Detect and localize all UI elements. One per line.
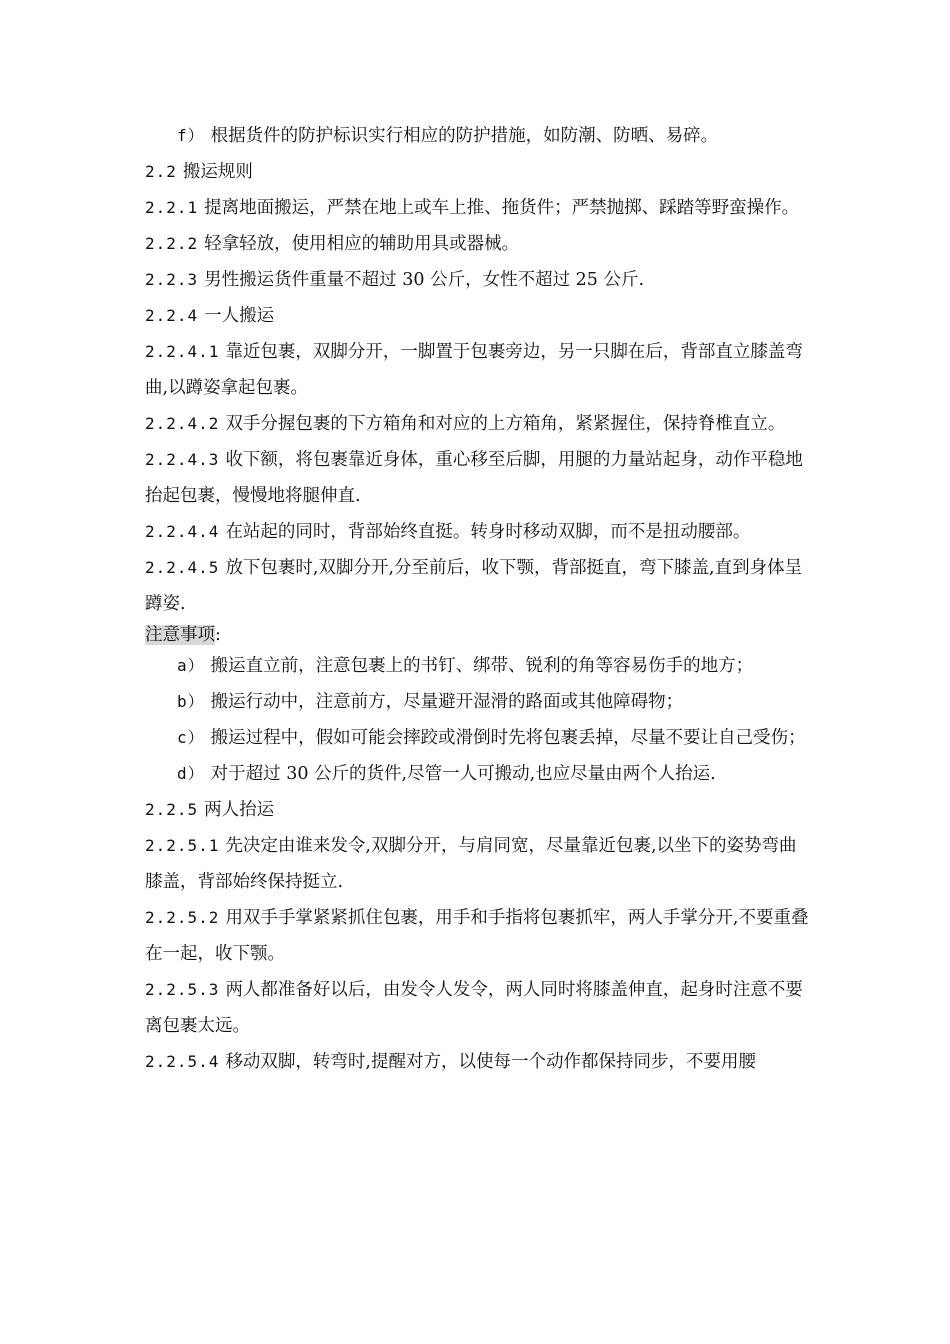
clause-number: 2.2.4.3 <box>145 450 220 469</box>
clause-2-2-5-2 <box>145 900 810 972</box>
clause-2-2-3 <box>145 262 810 298</box>
clause-number: 2.2.1 <box>145 198 199 217</box>
section-number: 2.2 <box>145 162 177 181</box>
clause-2-2-5-3 <box>145 972 810 1044</box>
clause-2-2-4-3 <box>145 442 810 514</box>
clause-2-2-4-1 <box>145 334 810 406</box>
clause-2-2-5 <box>145 792 810 828</box>
item-prefix: f） <box>177 126 205 145</box>
notice-heading <box>145 622 810 648</box>
document-body <box>145 118 810 1080</box>
notice-text: 对于超过 30 公斤的货件,尽管一人可搬动,也应尽量由两个人抬运. <box>210 764 716 784</box>
clause-number: 2.2.4.5 <box>145 558 220 577</box>
notice-item-a <box>145 648 810 684</box>
clause-number: 2.2.4.2 <box>145 414 220 433</box>
clause-number: 2.2.4 <box>145 306 199 325</box>
notice-colon: : <box>215 625 221 645</box>
clause-text: 放下包裹时,双脚分开,分至前后，收下颚，背部挺直，弯下膝盖,直到身体呈蹲姿. <box>145 558 803 614</box>
notice-prefix: a） <box>177 656 205 675</box>
notice-item-d <box>145 756 810 792</box>
clause-text: 用双手手掌紧紧抓住包裹，用手和手指将包裹抓牢，两人手掌分开,不要重叠在一起，收下颚。 <box>145 908 809 964</box>
notice-text: 搬运行动中，注意前方，尽量避开湿滑的路面或其他障碍物； <box>210 692 684 712</box>
clause-number: 2.2.5.2 <box>145 908 220 927</box>
clause-text: 收下额，将包裹靠近身体，重心移至后脚，用腿的力量站起身，动作平稳地抬起包裹，慢慢地将腿伸直. <box>145 450 803 506</box>
notice-item-b <box>145 684 810 720</box>
clause-2-2-4-4 <box>145 514 810 550</box>
clause-text: 提离地面搬运，严禁在地上或车上推、拖货件；严禁抛掷、踩踏等野蛮操作。 <box>204 198 800 218</box>
clause-2-2-4-5 <box>145 550 810 622</box>
clause-text: 两人抬运 <box>204 800 275 820</box>
clause-text: 两人都准备好以后，由发令人发令，两人同时将膝盖伸直，起身时注意不要离包裹太远。 <box>145 980 803 1036</box>
section-heading-2-2 <box>145 154 810 190</box>
clause-number: 2.2.4.1 <box>145 342 220 361</box>
notice-prefix: b） <box>177 692 205 711</box>
clause-number: 2.2.5 <box>145 800 199 819</box>
clause-text: 在站起的同时，背部始终直挺。转身时移动双脚，而不是扭动腰部。 <box>225 522 751 542</box>
clause-text: 先决定由谁来发令,双脚分开，与肩同宽，尽量靠近包裹,以坐下的姿势弯曲膝盖，背部始终保持挺立. <box>145 836 797 892</box>
clause-text: 一人搬运 <box>204 306 275 326</box>
clause-number: 2.2.5.1 <box>145 836 220 855</box>
clause-text: 轻拿轻放，使用相应的辅助用具或器械。 <box>204 234 520 254</box>
clause-2-2-4 <box>145 298 810 334</box>
notice-item-c <box>145 720 810 756</box>
clause-number: 2.2.3 <box>145 270 199 289</box>
section-title: 搬运规则 <box>182 162 253 182</box>
clause-number: 2.2.5.3 <box>145 980 220 999</box>
clause-2-2-2 <box>145 226 810 262</box>
item-text: 根据货件的防护标识实行相应的防护措施，如防潮、防晒、易碎。 <box>210 126 719 146</box>
notice-text: 搬运直立前，注意包裹上的书钉、绑带、锐利的角等容易伤手的地方； <box>210 656 754 676</box>
clause-text: 男性搬运货件重量不超过 30 公斤，女性不超过 25 公斤. <box>204 270 645 290</box>
clause-2-2-5-4 <box>145 1044 810 1080</box>
clause-number: 2.2.2 <box>145 234 199 253</box>
clause-2-2-1 <box>145 190 810 226</box>
notice-label: 注意事项 <box>145 625 215 645</box>
clause-text: 移动双脚，转弯时,提醒对方，以使每一个动作都保持同步，不要用腰 <box>225 1052 756 1072</box>
clause-number: 2.2.5.4 <box>145 1052 220 1071</box>
clause-2-2-5-1 <box>145 828 810 900</box>
clause-text: 靠近包裹，双脚分开，一脚置于包裹旁边，另一只脚在后，背部直立膝盖弯曲,以蹲姿拿起包裹。 <box>145 342 803 398</box>
notice-prefix: c） <box>177 728 205 747</box>
clause-2-2-4-2 <box>145 406 810 442</box>
list-item-f <box>145 118 810 154</box>
notice-text: 搬运过程中，假如可能会摔跤或滑倒时先将包裹丢掉，尽量不要让自己受伤； <box>210 728 806 748</box>
notice-prefix: d） <box>177 764 205 783</box>
clause-number: 2.2.4.4 <box>145 522 220 541</box>
clause-text: 双手分握包裹的下方箱角和对应的上方箱角，紧紧握住，保持脊椎直立。 <box>225 414 786 434</box>
